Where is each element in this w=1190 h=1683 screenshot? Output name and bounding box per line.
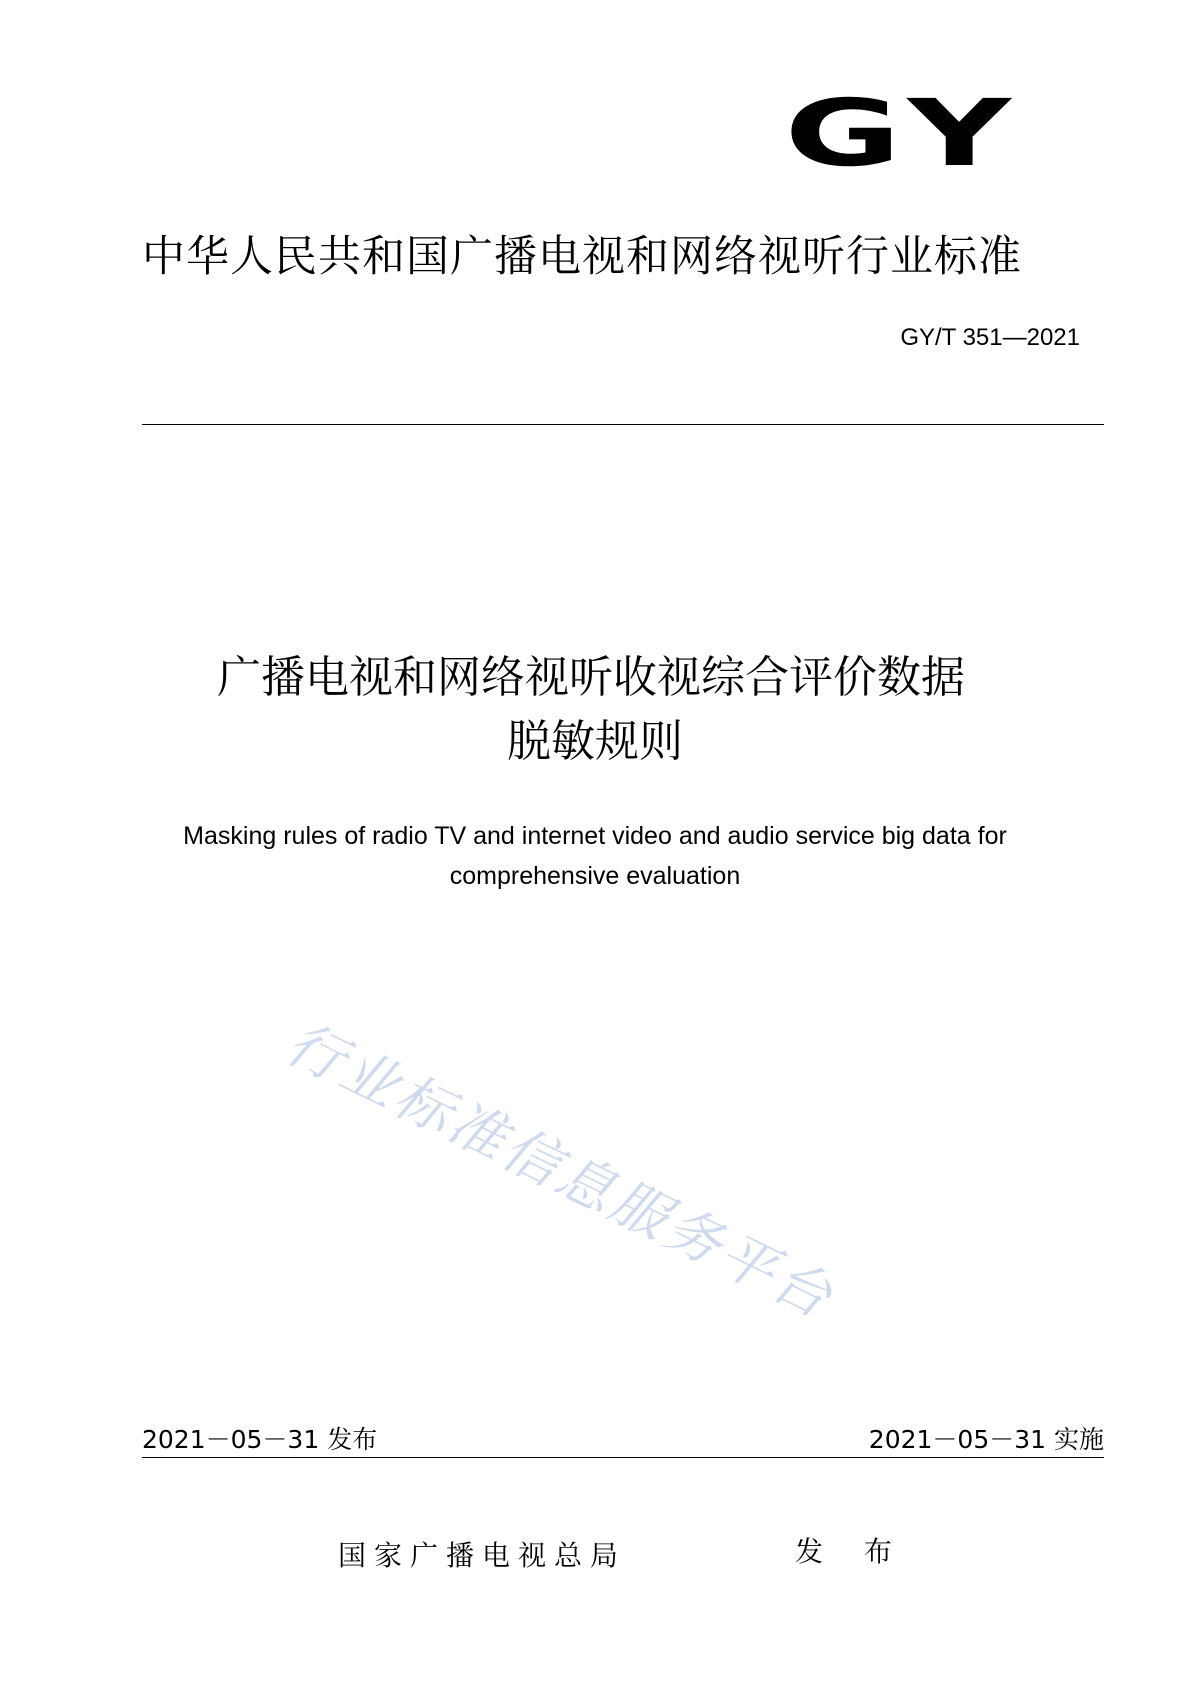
- chinese-title-line-1: 广播电视和网络视听收视综合评价数据: [217, 652, 965, 703]
- standard-type-heading: 中华人民共和国广播电视和网络视听行业标准: [142, 232, 1022, 282]
- english-title: [0, 816, 1190, 896]
- watermark: 行业标准信息服务平台: [276, 1010, 845, 1333]
- english-title-line-1: Masking rules of radio TV and internet video and audio service big data for: [183, 822, 1007, 850]
- english-title-line-2: comprehensive evaluation: [449, 862, 741, 890]
- publish-date: 2021－05－31 发布: [142, 1425, 378, 1454]
- bottom-divider: [142, 1457, 1104, 1458]
- implement-date: 2021－05－31 实施: [868, 1425, 1104, 1454]
- issue-label: 发 布: [795, 1535, 908, 1568]
- chinese-title: [0, 646, 1190, 774]
- top-divider: [142, 424, 1104, 425]
- standard-code: GY/T 351—2021: [900, 324, 1080, 351]
- issuing-authority: 国家广播电视总局: [338, 1539, 627, 1572]
- chinese-title-line-2: 脱敏规则: [507, 716, 683, 767]
- gy-logo: GY: [784, 80, 1020, 187]
